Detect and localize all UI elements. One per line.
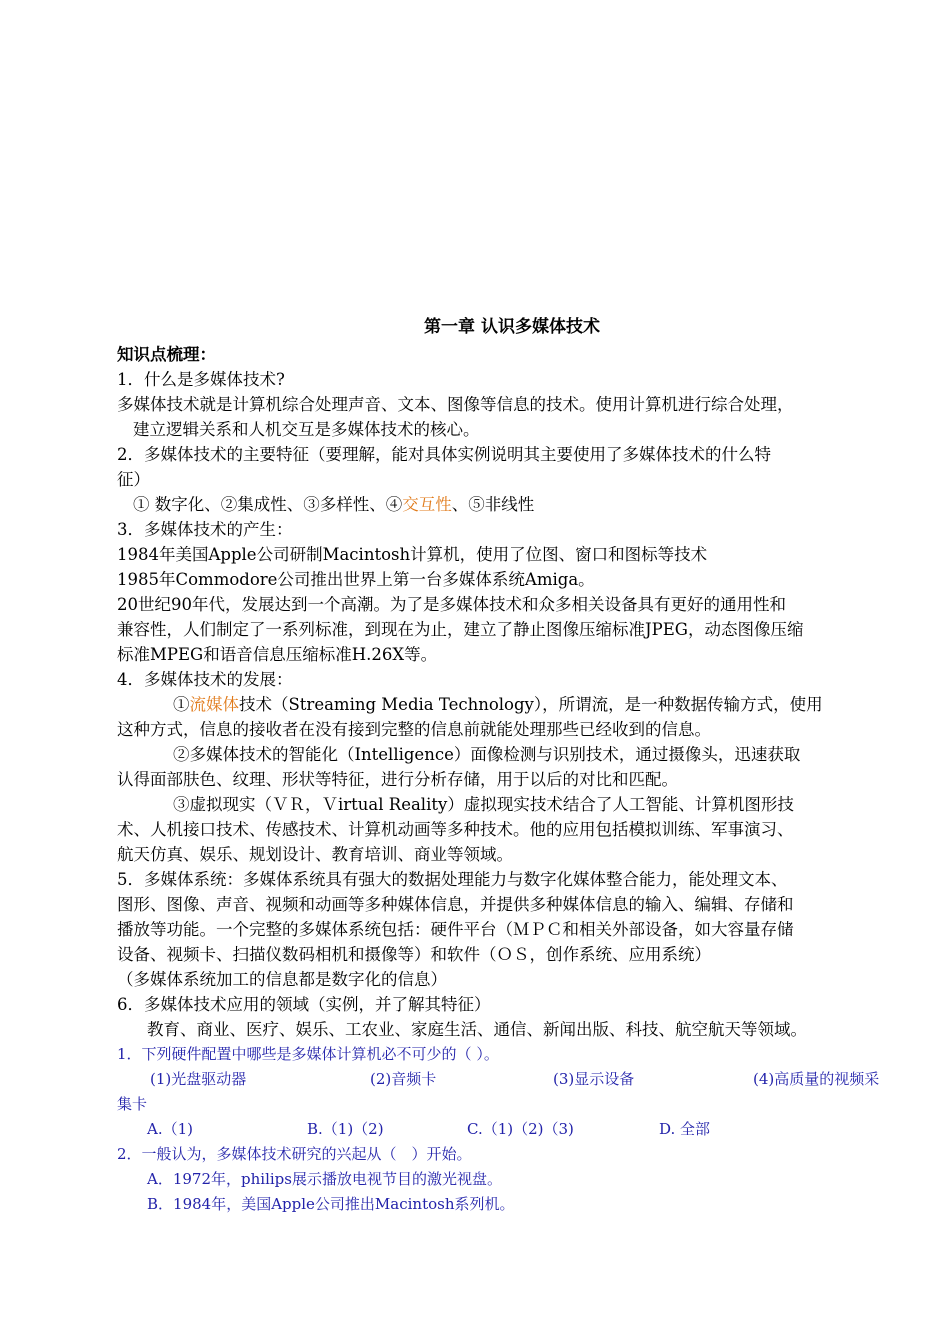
q1-body-line-2: 建立逻辑关系和人机交互是多媒体技术的核心。 [133,420,480,439]
q5-line-1: 5．多媒体系统：多媒体系统具有强大的数据处理能力与数字化媒体整合能力，能处理文本、 [117,870,788,889]
q4-item-1-rest: 技术（Streaming Media Technology），所谓流，是一种数据传输方式，使用 [239,695,823,714]
exercise-1-choice-c: C.（1)（2)（3) [467,1120,574,1138]
q5-line-4: 设备、视频卡、扫描仪数码相机和摄像等）和软件（ＯＳ，创作系统、应用系统） [117,945,711,964]
q4-item-3-line-2: 术、人机接口技术、传感技术、计算机动画等多种技术。他的应用包括模拟训练、军事演习、 [117,820,794,839]
exercise-1-item-4: (4)高质量的视频采 [753,1070,880,1088]
exercise-2-option-a: A．1972年，philips展示播放电视节目的激光视盘。 [147,1170,502,1188]
q4-heading: 4．多媒体技术的发展： [117,670,293,689]
q6-body: 教育、商业、医疗、娱乐、工农业、家庭生活、通信、新闻出版、科技、航空航天等领域。 [147,1020,807,1039]
q5-line-2: 图形、图像、声音、视频和动画等多种媒体信息，并提供多种媒体信息的输入、编辑、存储和 [117,895,794,914]
q4-item-2-line-1: ②多媒体技术的智能化（Intelligence）面像检测与识别技术，通过摄像头，迅速获取 [173,745,801,764]
features-part-2: 、⑤非线性 [451,495,535,514]
q3-heading: 3．多媒体技术的产生： [117,520,293,539]
q4-item-3-line-1: ③虚拟现实（ＶＲ，Ｖirtual Reality）虚拟现实技术结合了人工智能、计算机图形技 [173,795,794,814]
q5-line-3: 播放等功能。一个完整的多媒体系统包括：硬件平台（ＭＰＣ和相关外部设备，如大容量存储 [117,920,794,939]
q4-item-3-line-3: 航天仿真、娱乐、规划设计、教育培训、商业等领域。 [117,845,513,864]
exercise-1-item-3: (3)显示设备 [553,1070,635,1088]
exercise-2-option-b: B．1984年，美国Apple公司推出Macintosh系列机。 [147,1195,515,1213]
features-list [117,492,907,517]
exercise-2-question: 2．一般认为，多媒体技术研究的兴起从（ ）开始。 [117,1145,472,1163]
q3-line-3c: 标准MPEG和语音信息压缩标准H.26X等。 [117,645,438,664]
q3-line-2: 1985年Commodore公司推出世界上第一台多媒体系统Amiga。 [117,570,595,589]
document-page [117,314,907,1217]
exercise-1-items-wrap: 集卡 [117,1095,148,1113]
features-part-1: ① 数字化、②集成性、③多样性、④ [133,495,403,514]
q6-heading: 6．多媒体技术应用的领域（实例，并了解其特征） [117,995,491,1014]
section-heading: 知识点梳理： [117,345,216,364]
q4-item-1-prefix: ① [173,695,190,714]
q4-item-2-line-2: 认得面部肤色、纹理、形状等特征，进行分析存储，用于以后的对比和匹配。 [117,770,678,789]
q3-line-3b: 兼容性，人们制定了一系列标准，到现在为止，建立了静止图像压缩标准JPEG，动态图像压缩 [117,620,804,639]
q4-item-1-line-1 [117,692,907,717]
exercise-1-question: 1．下列硬件配置中哪些是多媒体计算机必不可少的（ ）。 [117,1045,499,1063]
exercise-1-choice-b: B.（1)（2) [307,1120,384,1138]
exercise-1-choices [117,1117,907,1142]
q5-line-5: （多媒体系统加工的信息都是数字化的信息） [117,970,447,989]
q4-item-1-line-2: 这种方式，信息的接收者在没有接到完整的信息前就能处理那些已经收到的信息。 [117,720,711,739]
exercise-1-items [117,1067,907,1092]
q1-body-line-1: 多媒体技术就是计算机综合处理声音、文本、图像等信息的技术。使用计算机进行综合处理， [117,395,794,414]
q3-line-3a: 20世纪90年代，发展达到一个高潮。为了是多媒体技术和众多相关设备具有更好的通用性和 [117,595,786,614]
exercise-1-item-1: (1)光盘驱动器 [150,1070,247,1088]
q1-heading: 1．什么是多媒体技术? [117,370,285,389]
exercise-1-choice-d: D. 全部 [659,1120,711,1138]
exercise-1-item-2: (2)音频卡 [370,1070,437,1088]
features-highlight: 交互性 [402,495,452,514]
q2-heading-line-2: 征） [117,470,150,489]
q3-line-1: 1984年美国Apple公司研制Macintosh计算机，使用了位图、窗口和图标等技术 [117,545,708,564]
exercise-1-choice-a: A.（1) [147,1120,193,1138]
chapter-title: 第一章 认识多媒体技术 [424,317,600,337]
q4-item-1-highlight: 流媒体 [189,695,239,714]
q2-heading-line-1: 2．多媒体技术的主要特征（要理解，能对具体实例说明其主要使用了多媒体技术的什么特 [117,445,771,464]
